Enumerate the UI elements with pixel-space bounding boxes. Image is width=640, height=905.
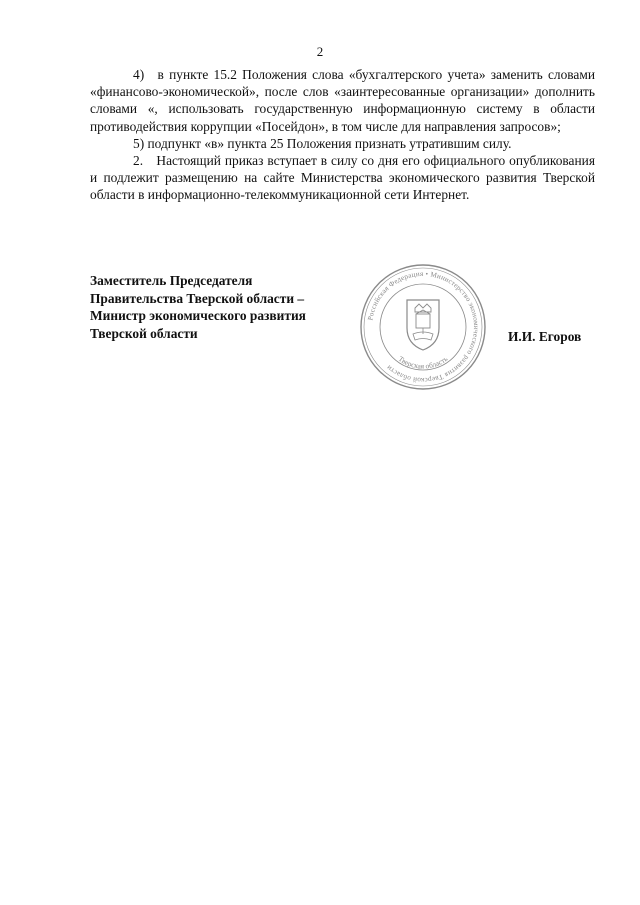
document-body (90, 66, 595, 204)
paragraph-item-5: 5) подпункт «в» пункта 25 Положения признать утратившим силу. (133, 135, 512, 151)
paragraph-2: 2. Настоящий приказ вступает в силу со дня его официального опубликования и подлежит размещению на сайте Министерства экономического развития Тверской области в информационно-телекоммуникационной сети Интернет. (90, 153, 595, 203)
page-number: 2 (316, 44, 324, 59)
signatory-title-line: Тверской области (90, 325, 198, 341)
coat-of-arms-icon (407, 300, 439, 350)
seal-outer-text: Российская Федерация • Министерство экономического развития Тверской области (366, 269, 481, 385)
signatory-title (90, 272, 350, 342)
signatory-title-line: Правительства Тверской области – (90, 290, 305, 306)
official-seal (357, 262, 489, 392)
seal-graphic (357, 262, 489, 392)
signatory-title-line: Министр экономического развития (90, 308, 306, 324)
svg-text:Тверская область (397, 354, 450, 371)
signer-name: И.И. Егоров (508, 329, 582, 344)
paragraph-item-4: 4) в пункте 15.2 Положения слова «бухгалтерского учета» заменить словами «финансово-экономической», после слов «заинтересованные организации» дополнить словами «, использовать государственную информационную систему в области противодействия коррупции «Посейдон», в том числе для направления запросов»; (90, 67, 595, 134)
signatory-title-line: Заместитель Председателя (90, 273, 253, 288)
seal-inner-text: Тверская область (396, 354, 450, 371)
